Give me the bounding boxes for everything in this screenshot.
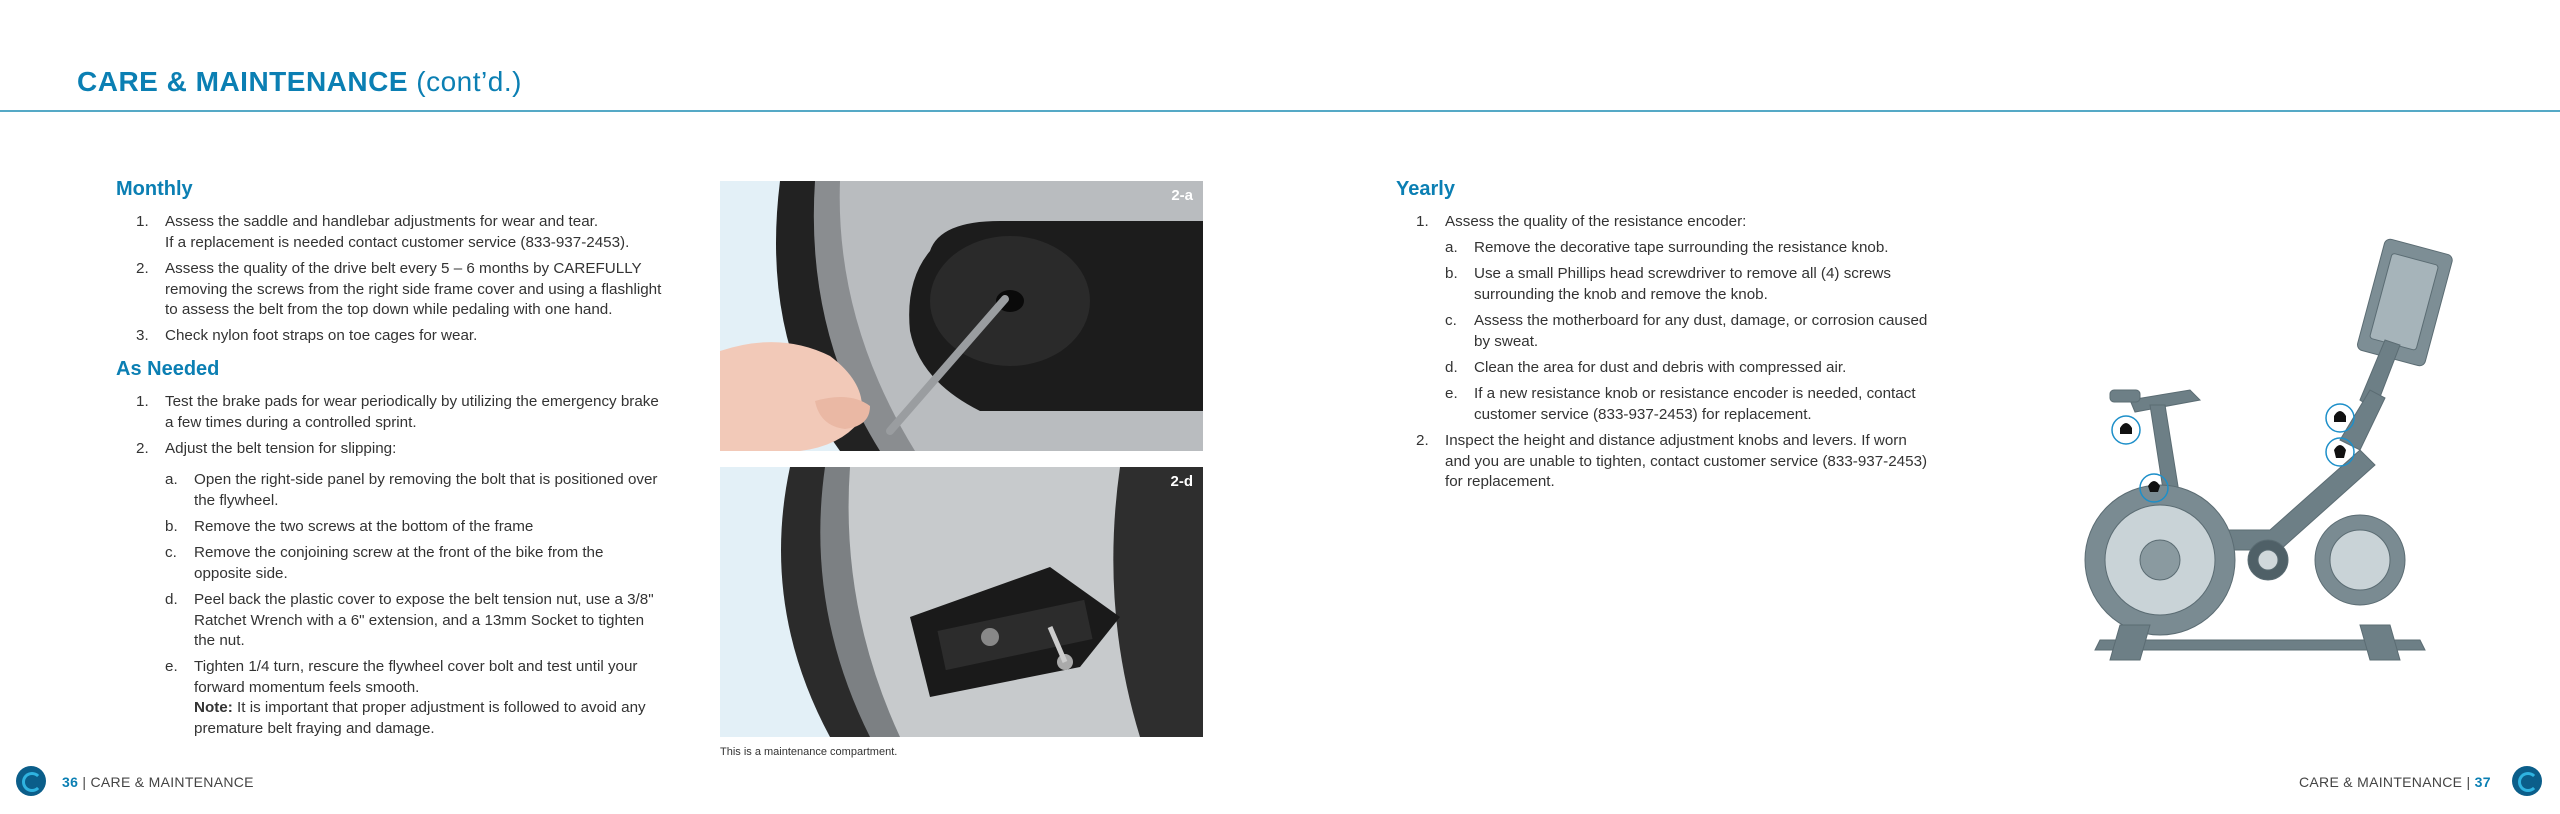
brand-logo-left bbox=[16, 766, 46, 796]
monthly-heading: Monthly bbox=[116, 178, 193, 200]
yearly-sub-e-line-2: customer service (833-937-2453) for replacement. bbox=[1474, 406, 1812, 423]
as-needed-item-2-num: 2. bbox=[136, 440, 149, 457]
yearly-sub-c-letter: c. bbox=[1445, 312, 1457, 329]
sub-c-line-1: Remove the conjoining screw at the front of the bike from the bbox=[194, 544, 604, 561]
yearly-sub-b-line-1: Use a small Phillips head screwdriver to remove all (4) screws bbox=[1474, 265, 1891, 282]
yearly-item-1-num: 1. bbox=[1416, 213, 1429, 230]
sub-d-line-2: Ratchet Wrench with a 6" extension, and a 13mm Socket to tighten bbox=[194, 612, 645, 629]
sub-d-letter: d. bbox=[165, 591, 178, 608]
monthly-item-3-line-1: Check nylon foot straps on toe cages for wear. bbox=[165, 327, 478, 344]
yearly-sub-e-line-1: If a new resistance knob or resistance encoder is needed, contact bbox=[1474, 385, 1916, 402]
photo-2a-label: 2-a bbox=[1171, 187, 1193, 204]
sub-e-letter: e. bbox=[165, 658, 178, 675]
belt-tension-nut-illustration bbox=[720, 467, 1203, 737]
title-main: CARE & MAINTENANCE bbox=[77, 66, 408, 97]
page-title bbox=[77, 66, 522, 98]
footer-left-section: | CARE & MAINTENANCE bbox=[78, 774, 254, 790]
sub-b-letter: b. bbox=[165, 518, 178, 535]
flywheel-cover-bolt-illustration bbox=[720, 181, 1203, 451]
footer-left bbox=[62, 774, 254, 790]
sub-a-letter: a. bbox=[165, 471, 178, 488]
yearly-item-1-line: Assess the quality of the resistance encoder: bbox=[1445, 213, 1747, 230]
note-line-1 bbox=[194, 698, 646, 719]
as-needed-item-1-line-1: Test the brake pads for wear periodically by utilizing the emergency brake bbox=[165, 393, 659, 410]
monthly-item-3-num: 3. bbox=[136, 327, 149, 344]
yearly-sub-d-letter: d. bbox=[1445, 359, 1458, 376]
footer-right bbox=[2299, 774, 2491, 790]
photo-2a bbox=[720, 181, 1203, 451]
yearly-sub-e-letter: e. bbox=[1445, 385, 1458, 402]
sub-a-line-1: Open the right-side panel by removing the bolt that is positioned over bbox=[194, 471, 658, 488]
brand-logo-right bbox=[2512, 766, 2542, 796]
photo-2d-label: 2-d bbox=[1170, 473, 1193, 490]
yearly-sub-a-line-1: Remove the decorative tape surrounding the resistance knob. bbox=[1474, 239, 1889, 256]
header-divider bbox=[0, 110, 2560, 112]
title-sub: (cont’d.) bbox=[408, 66, 522, 97]
note-text: It is important that proper adjustment is followed to avoid any bbox=[232, 699, 646, 716]
as-needed-item-1-num: 1. bbox=[136, 393, 149, 410]
sub-d-line-1: Peel back the plastic cover to expose the belt tension nut, use a 3/8" bbox=[194, 591, 654, 608]
monthly-item-2-line-2: removing the screws from the right side frame cover and using a flashlight bbox=[165, 281, 662, 298]
yearly-sub-c-line-1: Assess the motherboard for any dust, damage, or corrosion caused bbox=[1474, 312, 1928, 329]
yearly-sub-b-letter: b. bbox=[1445, 265, 1458, 282]
photo-caption: This is a maintenance compartment. bbox=[720, 746, 898, 758]
yearly-sub-d-line-1: Clean the area for dust and debris with compressed air. bbox=[1474, 359, 1847, 376]
as-needed-item-2-line-1: Adjust the belt tension for slipping: bbox=[165, 440, 397, 457]
note-label: Note: bbox=[194, 699, 233, 716]
as-needed-item-1-line-2: a few times during a controlled sprint. bbox=[165, 414, 417, 431]
sub-b-line-1: Remove the two screws at the bottom of the frame bbox=[194, 518, 534, 535]
footer-left-page-number: 36 bbox=[62, 774, 79, 790]
monthly-item-1-line-1: Assess the saddle and handlebar adjustments for wear and tear. bbox=[165, 213, 599, 230]
monthly-item-2-num: 2. bbox=[136, 260, 149, 277]
yearly-item-2-line-1: Inspect the height and distance adjustment knobs and levers. If worn bbox=[1445, 432, 1907, 449]
yearly-item-2-line-2: and you are unable to tighten, contact customer service (833-937-2453) bbox=[1445, 453, 1928, 470]
yearly-heading: Yearly bbox=[1396, 178, 1455, 200]
monthly-item-1-num: 1. bbox=[136, 213, 149, 230]
note-line-2: premature belt fraying and damage. bbox=[194, 720, 435, 737]
yearly-sub-b-line-2: surrounding the knob and remove the knob. bbox=[1474, 286, 1768, 303]
yearly-sub-a-letter: a. bbox=[1445, 239, 1458, 256]
sub-c-line-2: opposite side. bbox=[194, 565, 288, 582]
yearly-item-2-line-3: for replacement. bbox=[1445, 473, 1555, 490]
monthly-item-1-line-2: If a replacement is needed contact customer service (833-937-2453). bbox=[165, 234, 630, 251]
sub-e-line-2: forward momentum feels smooth. bbox=[194, 679, 420, 696]
monthly-item-2-line-1: Assess the quality of the drive belt every 5 – 6 months by CAREFULLY bbox=[165, 260, 642, 277]
sub-c-letter: c. bbox=[165, 544, 177, 561]
footer-right-section: CARE & MAINTENANCE | bbox=[2299, 774, 2475, 790]
exercise-bike-illustration bbox=[2040, 230, 2460, 680]
sub-d-line-3: the nut. bbox=[194, 632, 245, 649]
yearly-sub-c-line-2: by sweat. bbox=[1474, 333, 1539, 350]
yearly-item-2-num: 2. bbox=[1416, 432, 1429, 449]
sub-e-line-1: Tighten 1/4 turn, rescure the flywheel cover bolt and test until your bbox=[194, 658, 638, 675]
as-needed-heading: As Needed bbox=[116, 358, 220, 380]
footer-right-page-number: 37 bbox=[2474, 774, 2491, 790]
monthly-item-2-line-3: to assess the belt from the top down while pedaling with one hand. bbox=[165, 301, 613, 318]
sub-a-line-2: the flywheel. bbox=[194, 492, 279, 509]
photo-2d bbox=[720, 467, 1203, 737]
